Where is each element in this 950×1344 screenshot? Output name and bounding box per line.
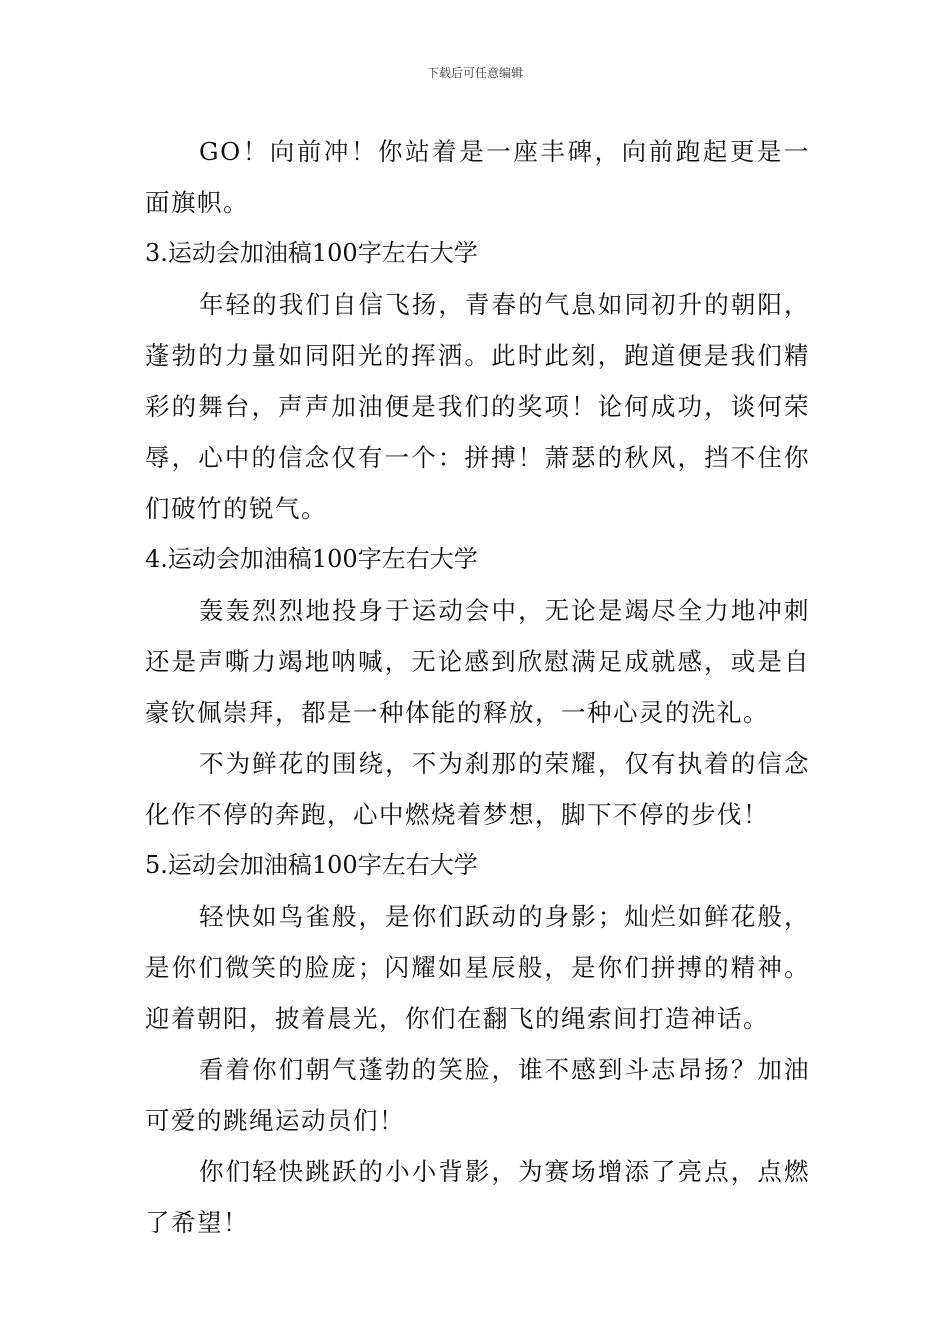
paragraph-4-2: 不为鲜花的围绕，不为刹那的荣耀，仅有执着的信念化作不停的奔跑，心中燃烧着梦想，脚下不停的步伐！ <box>145 749 810 829</box>
section-heading-4: 4.运动会加油稿100字左右大学 <box>145 545 478 573</box>
paragraph-3-1: 年轻的我们自信飞扬，青春的气息如同初升的朝阳，蓬勃的力量如同阳光的挥洒。此时此刻，跑道便是我们精彩的舞台，声声加油便是我们的奖项！论何成功，谈何荣辱，心中的信念仅有一个：拼搏！萧瑟的秋风，挡不住你们破竹的锐气。 <box>145 290 810 523</box>
document-body <box>145 126 810 1248</box>
section-heading-3: 3.运动会加油稿100字左右大学 <box>145 239 478 267</box>
section-heading-5: 5.运动会加油稿100字左右大学 <box>145 851 478 879</box>
paragraph-5-3: 你们轻快跳跃的小小背影，为赛场增添了亮点，点燃了希望！ <box>145 1157 810 1237</box>
paragraph-5-1: 轻快如鸟雀般，是你们跃动的身影；灿烂如鲜花般，是你们微笑的脸庞；闪耀如星辰般，是你们拼搏的精神。迎着朝阳，披着晨光，你们在翻飞的绳索间打造神话。 <box>145 902 810 1033</box>
page-header: 下载后可任意编辑 <box>426 66 523 80</box>
paragraph-go: GO！向前冲！你站着是一座丰碑，向前跑起更是一面旗帜。 <box>145 137 810 217</box>
paragraph-5-2: 看着你们朝气蓬勃的笑脸，谁不感到斗志昂扬？加油可爱的跳绳运动员们！ <box>145 1055 810 1135</box>
paragraph-4-1: 轰轰烈烈地投身于运动会中，无论是竭尽全力地冲刺还是声嘶力竭地呐喊，无论感到欣慰满足成就感，或是自豪钦佩崇拜，都是一种体能的释放，一种心灵的洗礼。 <box>145 596 810 727</box>
